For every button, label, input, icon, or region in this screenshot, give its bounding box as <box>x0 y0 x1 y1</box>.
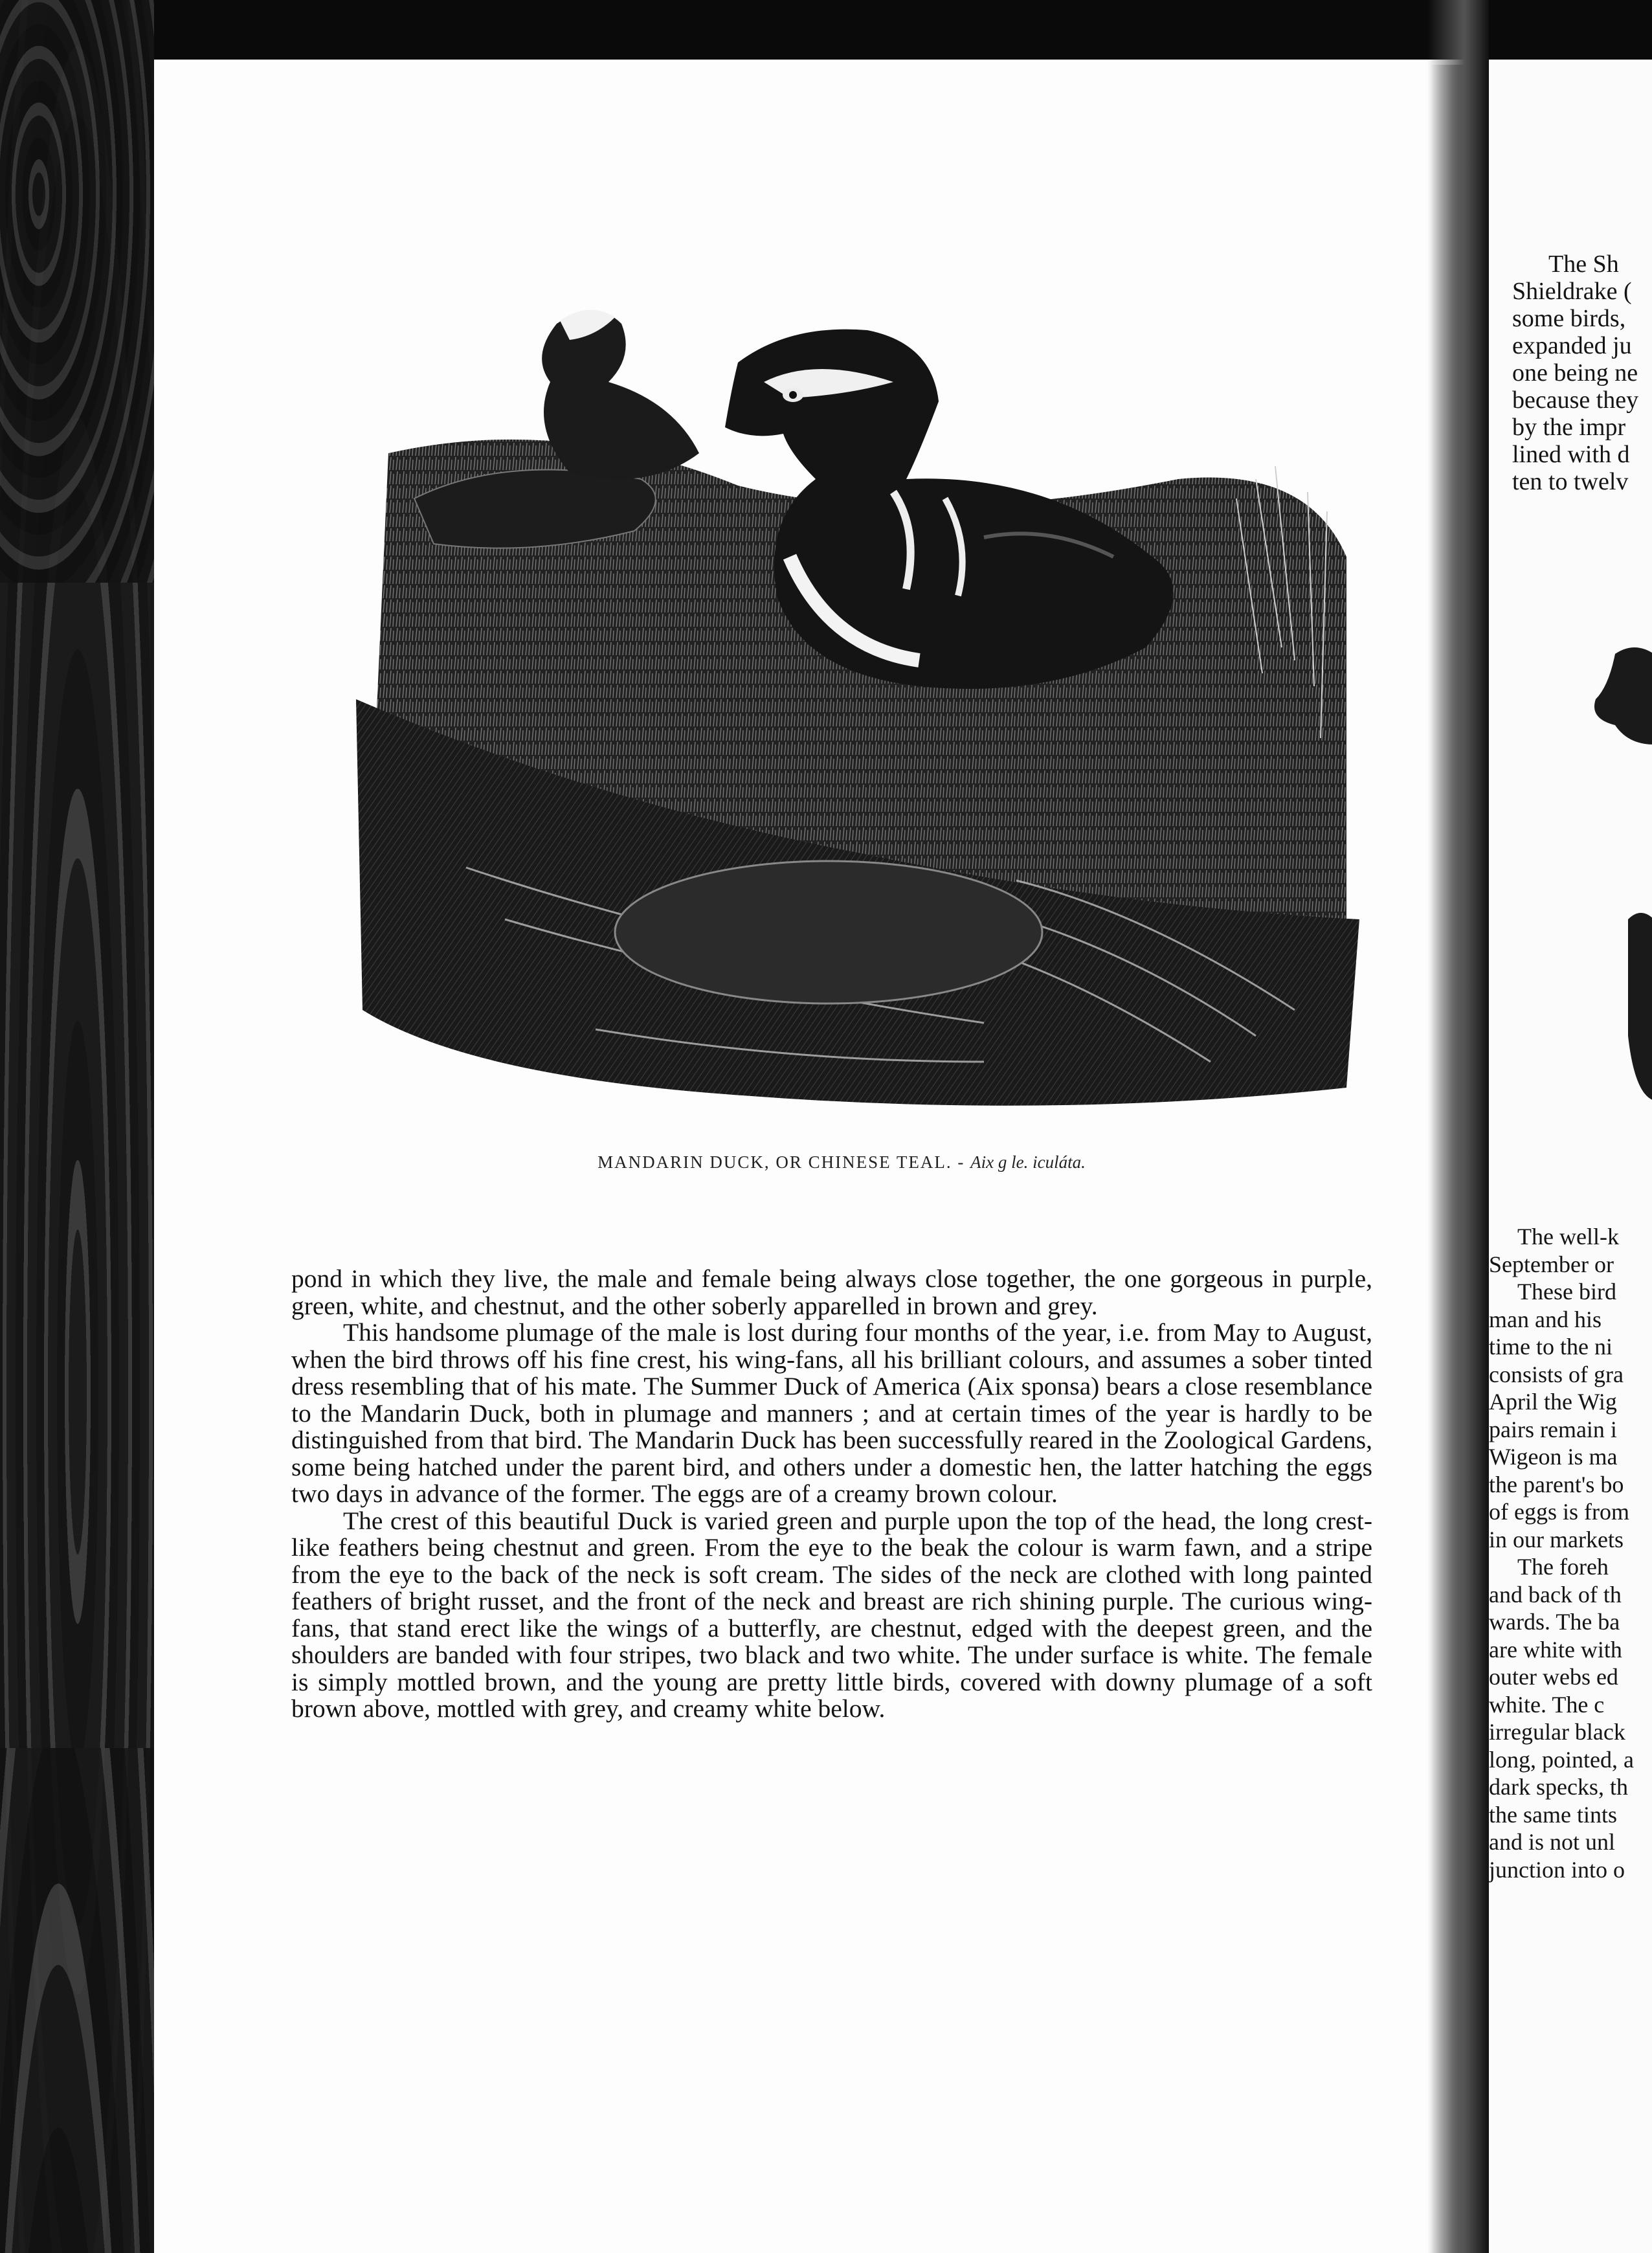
right-text-line: wards. The ba <box>1489 1609 1620 1635</box>
right-text-line: junction into o <box>1489 1856 1625 1883</box>
spine-shadow <box>1427 0 1489 2253</box>
marbled-endpaper-bottom <box>0 1748 154 2253</box>
paragraph-2: This handsome plumage of the male is lost during four months of the year, i.e. from May to August, when the bird throws off his fine crest, his wing-fans, all his brilliant colours, and assumes a sober tinted dress resembling that of his mate. The Summer Duck of America (Aix sponsa) bears a close resemblance to the Mandarin Duck, both in plumage and manners ; and at certain times of the year is hardly to be distinguished from that bird. The Mandarin Duck has been successfully reared in the Zoological Gardens, some being hatched under the parent bird, and others under a domestic hen, the latter hatching the eggs two days in advance of the former. The eggs are of a creamy brown colour. <box>291 1318 1372 1508</box>
right-text-line: April the Wig <box>1489 1389 1617 1415</box>
right-text-line: September or <box>1489 1251 1614 1277</box>
right-text-line: pairs remain i <box>1489 1416 1617 1442</box>
right-page-duck-illustration <box>1589 647 1652 1101</box>
right-text-line: and back of th <box>1489 1581 1622 1608</box>
right-text-line: irregular black <box>1489 1719 1625 1745</box>
right-text-line: The Sh <box>1548 251 1619 278</box>
right-text-line: outer webs ed <box>1489 1664 1618 1690</box>
figure-caption: MANDARIN DUCK, OR CHINESE TEAL. - Aix g le. iculáta. <box>597 1152 1086 1172</box>
right-text-line: the same tints <box>1489 1801 1617 1828</box>
right-text-line: Wigeon is ma <box>1489 1444 1618 1470</box>
right-text-line: time to the ni <box>1489 1334 1613 1360</box>
right-text-line: ten to twelv <box>1512 468 1629 495</box>
right-text-line: some birds, <box>1512 305 1626 332</box>
right-text-line: one being ne <box>1512 359 1638 387</box>
marbled-endpaper-top <box>0 0 154 583</box>
right-text-line: These bird <box>1517 1279 1616 1305</box>
right-text-line: Shieldrake ( <box>1512 278 1632 305</box>
right-text-line: and is not unl <box>1489 1829 1615 1855</box>
right-text-line: consists of gra <box>1489 1361 1624 1387</box>
right-text-line: The well-k <box>1517 1224 1619 1250</box>
caption-title: MANDARIN DUCK, OR CHINESE TEAL. <box>597 1152 952 1172</box>
right-text-line: the parent's bo <box>1489 1471 1624 1497</box>
right-text-line: The foreh <box>1517 1554 1609 1580</box>
right-text-line: dark specks, th <box>1489 1774 1628 1800</box>
right-text-line: man and his <box>1489 1306 1602 1332</box>
caption-latin-name: Aix g le. iculáta. <box>970 1152 1086 1172</box>
right-text-line: lined with d <box>1512 441 1630 468</box>
right-text-line: by the impr <box>1512 414 1626 441</box>
paragraph-3: The crest of this beautiful Duck is varied green and purple upon the top of the head, the long crest-like feathers being chestnut and green. From the eye to the beak the colour is warm fawn, and a stripe from the eye to the back of the neck is soft cream. The sides of the neck are clothed with long painted feathers of bright russet, and the front of the neck and breast are rich shining purple. The curious wing-fans, that stand erect like the wings of a butterfly, are chestnut, edged with the deepest green, and the shoulders are banded with four stripes, two black and two white. The under surface is white. The female is simply mottled brown, and the young are pretty little birds, covered with downy plumage of a soft brown above, mottled with grey, and creamy white below. <box>291 1506 1372 1723</box>
paragraph-1: pond in which they live, the male and female being always close together, the one gorgeous in purple, green, white, and chestnut, and the other soberly apparelled in brown and grey. <box>291 1264 1372 1320</box>
right-text-line: of eggs is from <box>1489 1499 1629 1525</box>
right-text-line: long, pointed, a <box>1489 1746 1634 1773</box>
right-text-line: are white with <box>1489 1636 1622 1663</box>
right-text-line: in our markets <box>1489 1526 1624 1552</box>
right-text-line: white. The c <box>1489 1691 1605 1718</box>
body-text <box>291 1266 1372 1723</box>
right-text-line: because they <box>1512 387 1639 414</box>
right-text-line: expanded ju <box>1512 332 1632 359</box>
mandarin-duck-illustration <box>337 285 1372 1120</box>
